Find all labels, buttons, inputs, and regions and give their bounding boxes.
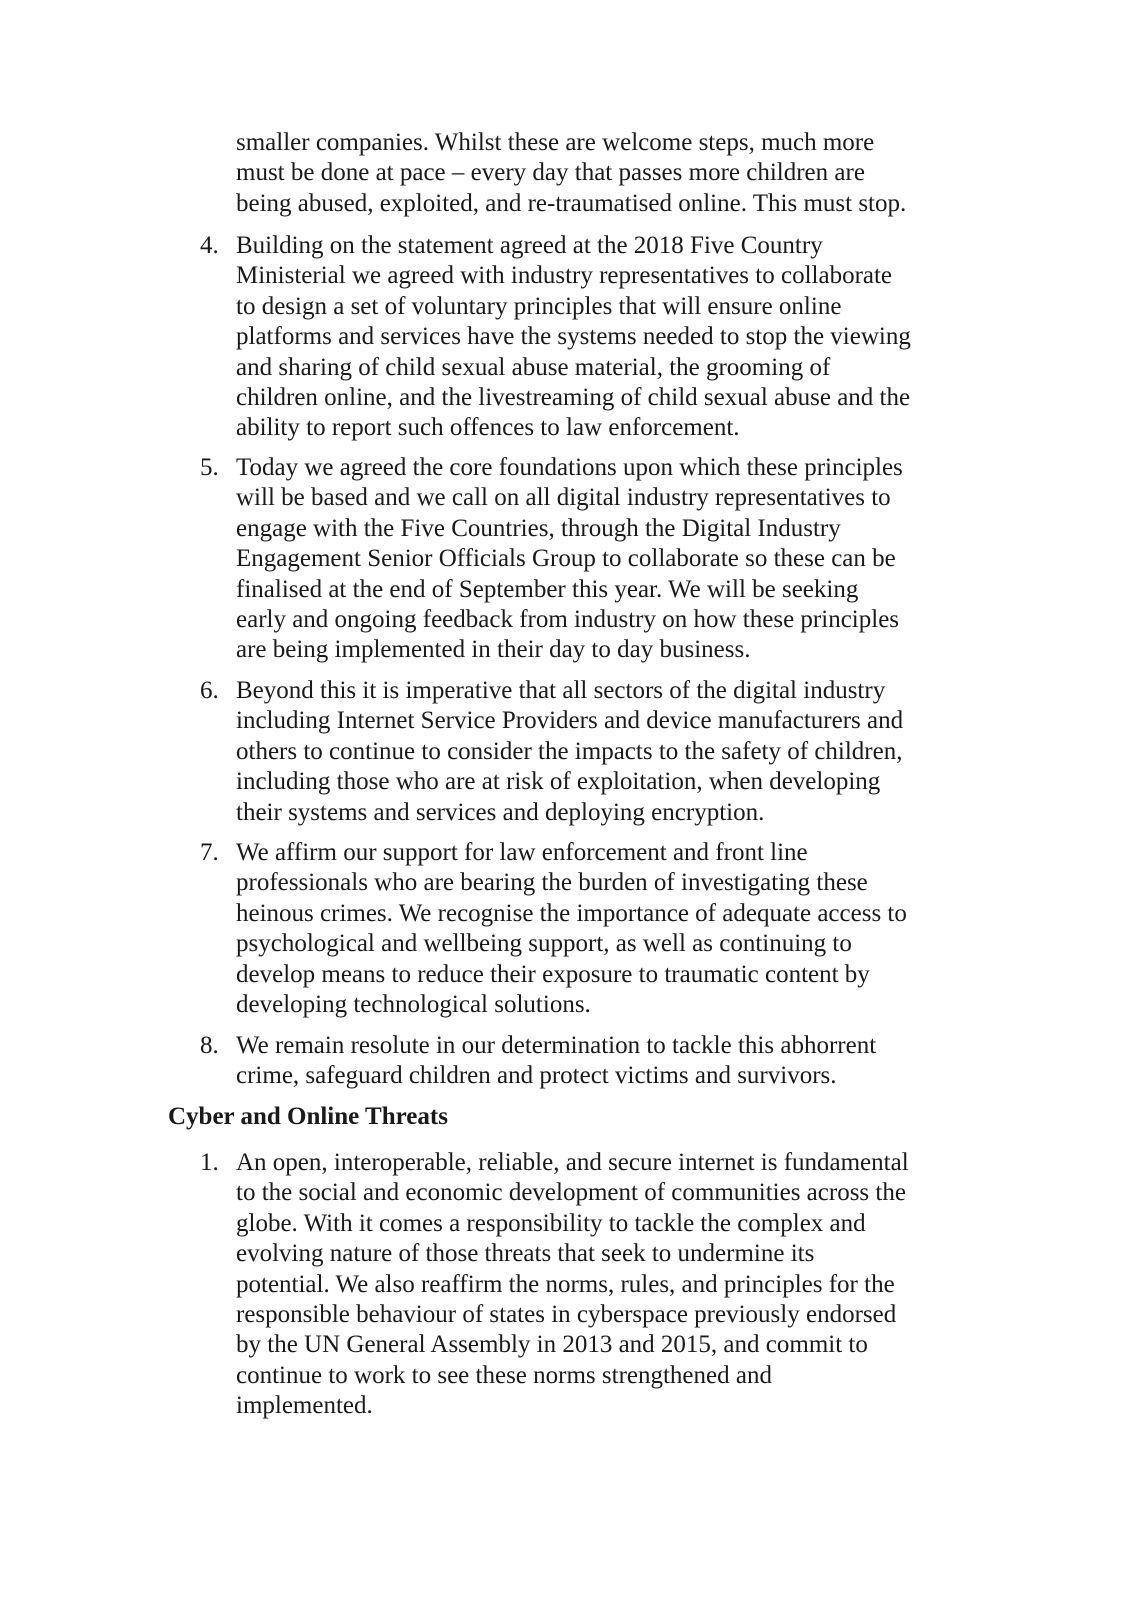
text-line: heinous crimes. We recognise the importance of adequate access to — [236, 899, 907, 927]
list-item-text — [236, 1148, 909, 1422]
list-item-text — [236, 231, 911, 444]
text-line: platforms and services have the systems needed to stop the viewing — [236, 323, 911, 351]
text-line: children online, and the livestreaming of child sexual abuse and the — [236, 383, 911, 411]
text-line: engage with the Five Countries, through the Digital Industry — [236, 514, 841, 542]
text-line: are being implemented in their day to day business. — [236, 636, 751, 664]
text-line: implemented. — [236, 1392, 373, 1420]
text-line: Building on the statement agreed at the 2018 Five Country — [236, 232, 823, 259]
list-item-text — [236, 453, 903, 666]
text-line: developing technological solutions. — [236, 990, 591, 1018]
text-line: finalised at the end of September this year. We will be seeking — [236, 575, 859, 603]
text-line: must be done at pace – every day that passes more children are — [236, 159, 865, 187]
list-item-number: 7. — [200, 839, 219, 866]
list-item-text — [236, 676, 903, 828]
list-item-text — [236, 1031, 876, 1092]
text-line: early and ongoing feedback from industry on how these principles — [236, 605, 900, 633]
list-item-text — [236, 838, 907, 1020]
text-line: will be based and we call on all digital industry representatives to — [236, 484, 891, 512]
text-line: potential. We also reaffirm the norms, rules, and principles for the — [236, 1270, 895, 1298]
list-item-number: 8. — [200, 1032, 219, 1059]
text-line: to the social and economic development of communities across the — [236, 1179, 906, 1207]
text-line: evolving nature of those threats that seek to undermine its — [236, 1240, 815, 1268]
text-line: globe. With it comes a responsibility to tackle the complex and — [236, 1209, 866, 1237]
list-item-number: 4. — [200, 232, 219, 259]
text-line: develop means to reduce their exposure to traumatic content by — [236, 960, 870, 988]
text-line: and sharing of child sexual abuse material, the grooming of — [236, 353, 831, 381]
text-line: to design a set of voluntary principles that will ensure online — [236, 292, 842, 320]
text-line: We affirm our support for law enforcement and front line — [236, 839, 808, 866]
text-line: smaller companies. Whilst these are welcome steps, much more — [236, 129, 875, 156]
text-line: Beyond this it is imperative that all sectors of the digital industry — [236, 677, 886, 704]
list-item-number: 6. — [200, 677, 219, 704]
text-line: continue to work to see these norms strengthened and — [236, 1361, 772, 1389]
section-heading: Cyber and Online Threats — [168, 1103, 448, 1130]
list-item-number: 5. — [200, 454, 219, 481]
text-line: psychological and wellbeing support, as well as continuing to — [236, 930, 852, 958]
text-line: professionals who are bearing the burden of investigating these — [236, 869, 868, 897]
text-line: being abused, exploited, and re-traumatised online. This must stop. — [236, 189, 907, 217]
text-line: their systems and services and deploying encryption. — [236, 798, 765, 826]
text-line: including those who are at risk of exploitation, when developing — [236, 768, 881, 796]
text-line: Engagement Senior Officials Group to collaborate so these can be — [236, 545, 896, 573]
text-line: responsible behaviour of states in cyberspace previously endorsed — [236, 1300, 897, 1328]
text-line: Ministerial we agreed with industry representatives to collaborate — [236, 262, 893, 290]
text-line: We remain resolute in our determination to tackle this abhorrent — [236, 1032, 877, 1059]
text-line: ability to report such offences to law enforcement. — [236, 414, 740, 442]
text-line: Today we agreed the core foundations upon which these principles — [236, 454, 903, 481]
intro-paragraph — [236, 128, 906, 219]
text-line: crime, safeguard children and protect victims and survivors. — [236, 1062, 837, 1090]
text-line: by the UN General Assembly in 2013 and 2015, and commit to — [236, 1331, 868, 1359]
text-line: An open, interoperable, reliable, and secure internet is fundamental — [236, 1149, 909, 1176]
text-line: including Internet Service Providers and device manufacturers and — [236, 707, 904, 735]
text-line: others to continue to consider the impacts to the safety of children, — [236, 737, 903, 765]
list-item-number: 1. — [200, 1149, 219, 1176]
